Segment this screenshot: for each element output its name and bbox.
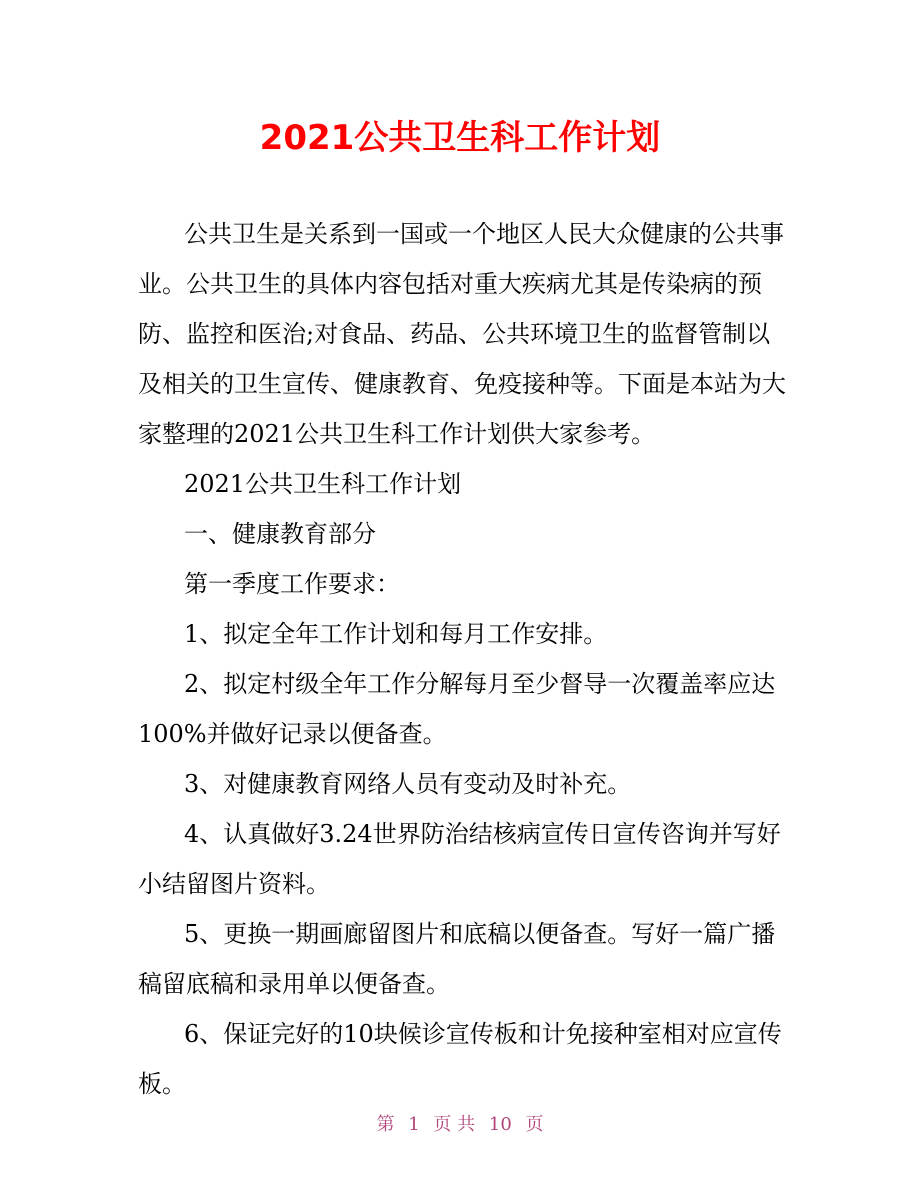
paragraph-quarter-heading: 第一季度工作要求： xyxy=(184,570,400,598)
page-footer xyxy=(0,1112,920,1138)
paragraph-item-5: 5、更换一期画廊留图片和底稿以便备查。写好一篇广播稿留底稿和录用单以便备查。 xyxy=(138,920,776,998)
footer-total-pages: 10 xyxy=(488,1114,512,1135)
document-body xyxy=(138,209,790,1109)
paragraph-item-3: 3、对健康教育网络人员有变动及时补充。 xyxy=(184,770,632,798)
footer-current-page: 1 xyxy=(408,1114,420,1135)
paragraph-intro: 公共卫生是关系到一国或一个地区人民大众健康的公共事业。公共卫生的具体内容包括对重大疾病尤其是传染病的预防、监控和医治;对食品、药品、公共环境卫生的监督管制以及相关的卫生宣传、健康教育、免疫接种等。下面是本站为大家整理的2021公共卫生科工作计划供大家参考。 xyxy=(138,220,786,448)
paragraph-item-2: 2、拟定村级全年工作分解每月至少督导一次覆盖率应达100%并做好记录以便备查。 xyxy=(138,670,776,748)
paragraph-item-4: 4、认真做好3.24世界防治结核病宣传日宣传咨询并写好小结留图片资料。 xyxy=(138,820,781,898)
footer-label-of: 页 共 xyxy=(433,1114,476,1135)
document-title: 2021公共卫生科工作计划 xyxy=(259,118,661,158)
paragraph-plan-title: 2021公共卫生科工作计划 xyxy=(184,470,462,498)
paragraph-section-heading: 一、健康教育部分 xyxy=(184,520,376,548)
footer-label-page: 第 xyxy=(376,1114,395,1135)
paragraph-item-1: 1、拟定全年工作计划和每月工作安排。 xyxy=(184,620,608,648)
paragraph-item-6: 6、保证完好的10块候诊宣传板和计免接种室相对应宣传板。 xyxy=(138,1020,782,1098)
footer-label-end: 页 xyxy=(525,1114,544,1135)
